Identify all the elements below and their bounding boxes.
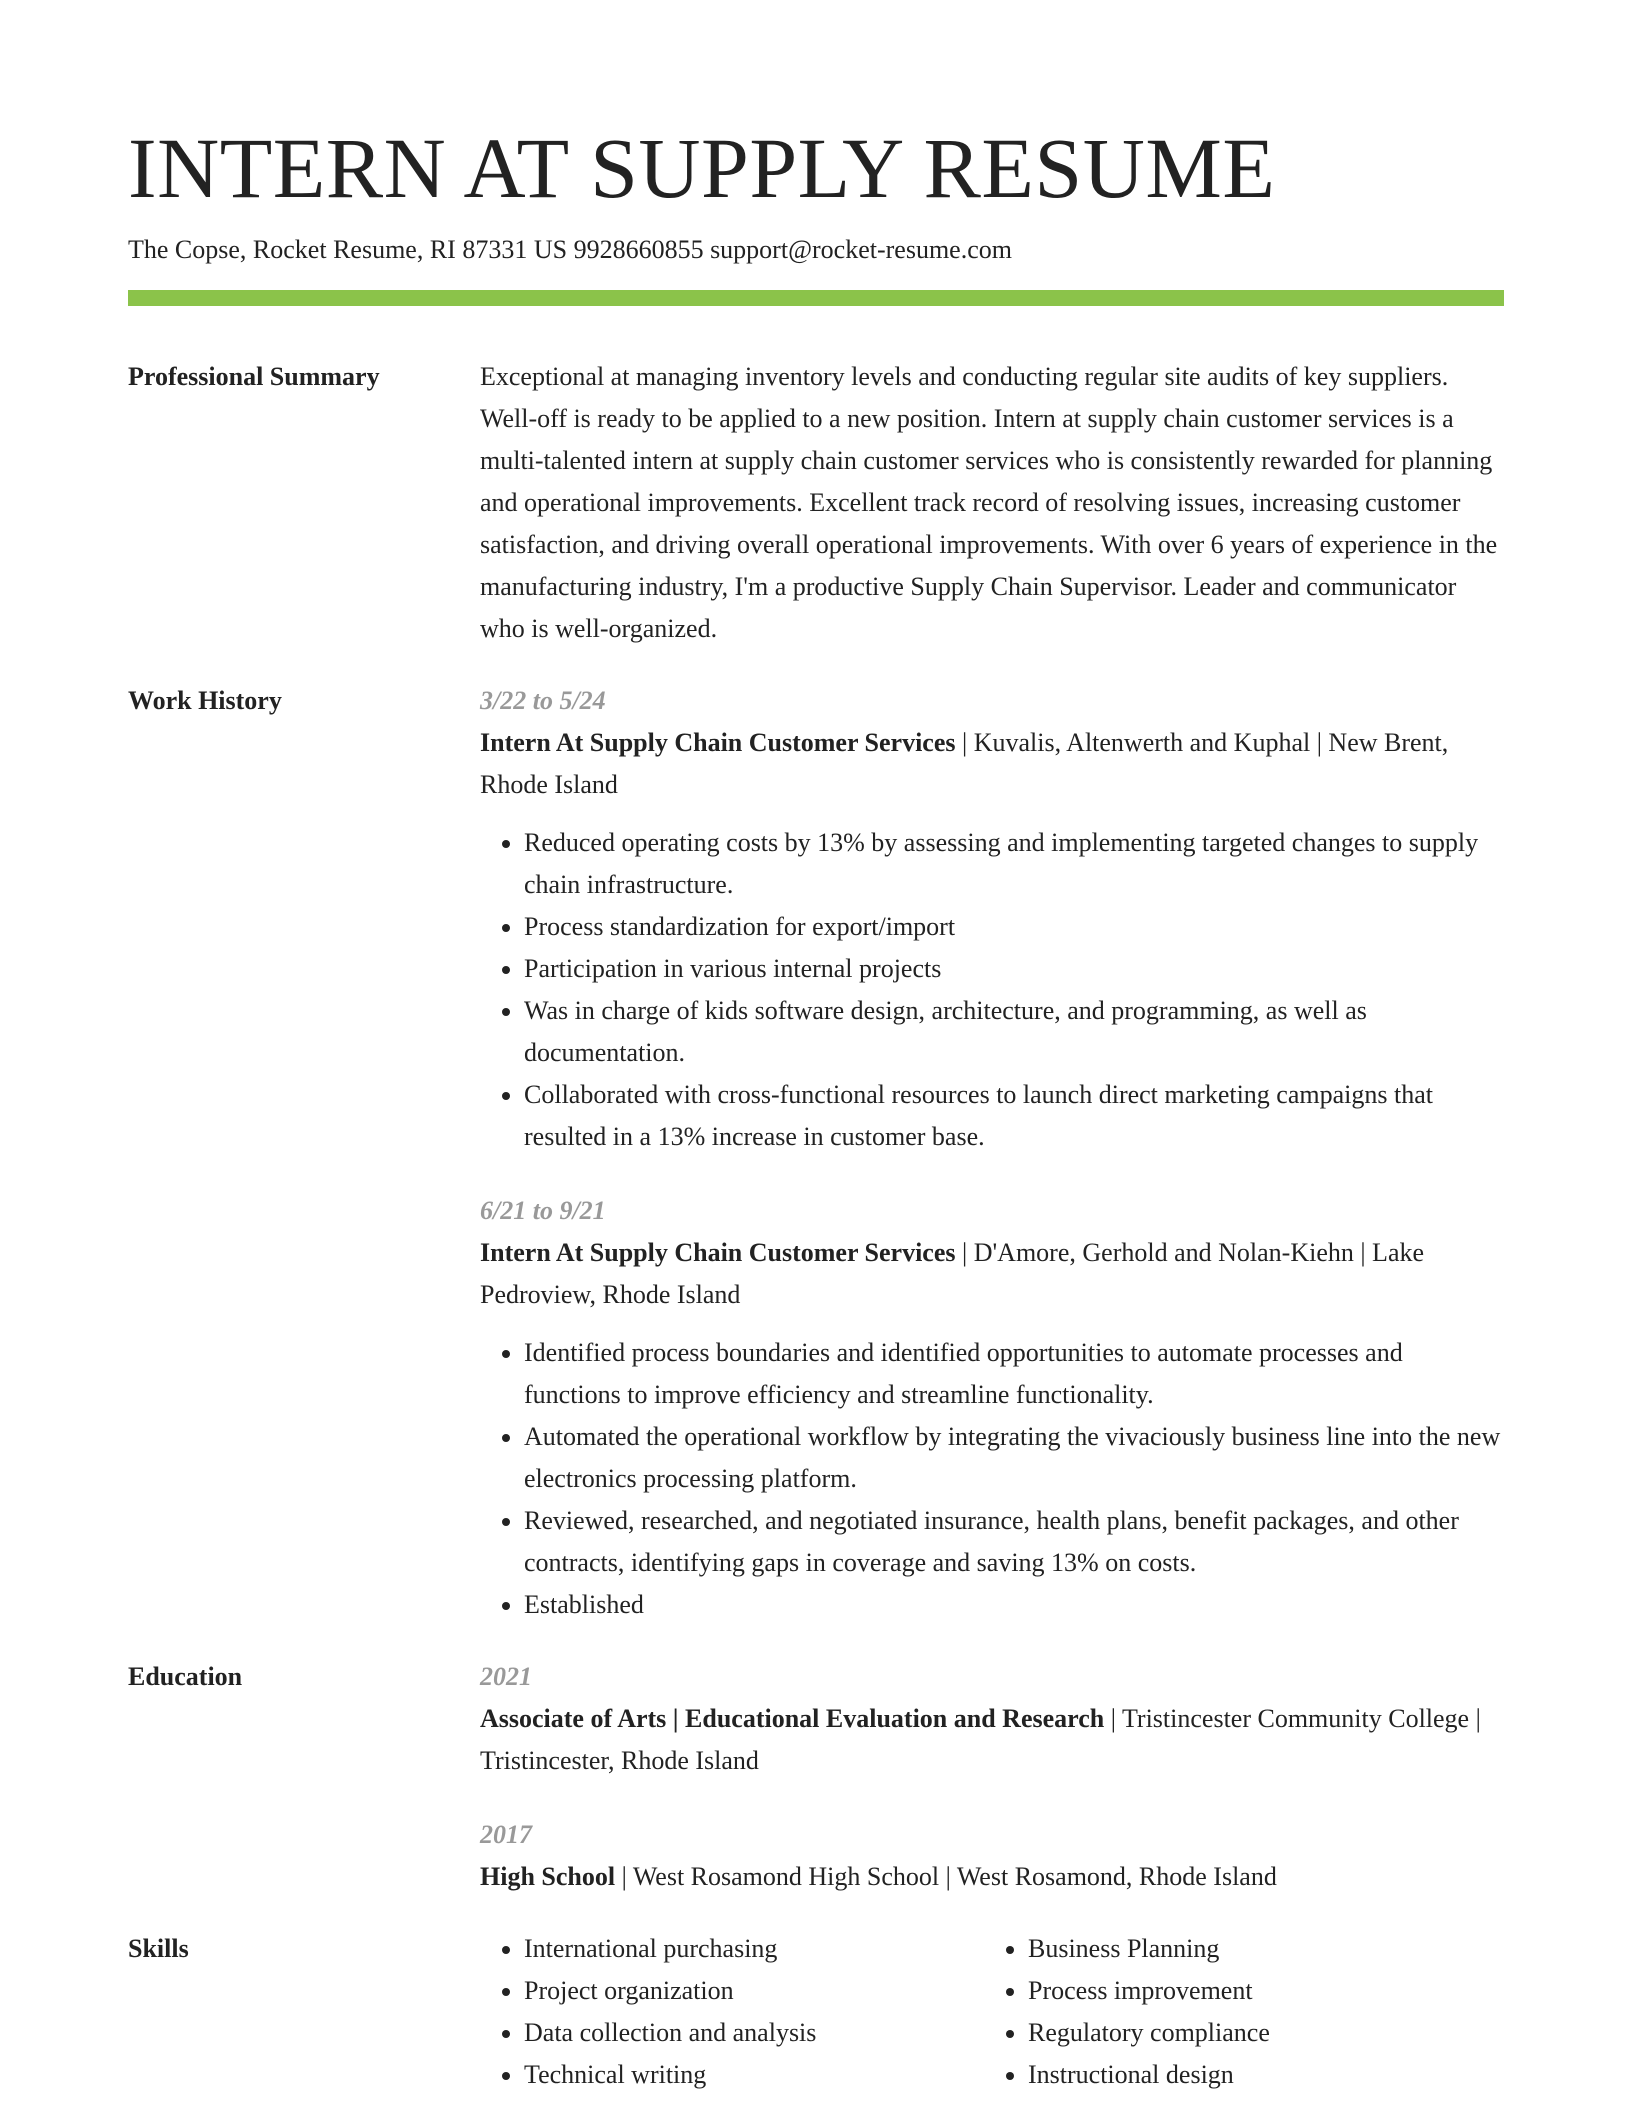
education-school-location: | West Rosamond High School | West Rosamond, Rhode Island: [615, 1862, 1277, 1891]
list-item: • Data collection and analysis: [524, 2012, 984, 2054]
education-entry: [480, 1656, 1504, 1782]
work-history-section: [128, 680, 1504, 1626]
list-item: • Identified process boundaries and identified opportunities to automate processes and functions to improve efficiency and streamline functionality.: [524, 1332, 1504, 1416]
list-item: • Instructional design: [1028, 2054, 1488, 2096]
skills-columns: [480, 1928, 1504, 2096]
job-bullets: [480, 1332, 1504, 1626]
resume-title: INTERN AT SUPPLY RESUME: [128, 120, 1276, 216]
list-item: • Regulatory compliance: [1028, 2012, 1488, 2054]
job-dates: 3/22 to 5/24: [480, 686, 606, 715]
contact-info: The Copse, Rocket Resume, RI 87331 US 9928660855 support@rocket-resume.com: [128, 235, 1012, 264]
job-company-location: | Kuvalis, Altenwerth and Kuphal | New Brent, Rhode Island: [480, 728, 1449, 799]
education-degree: High School: [480, 1862, 616, 1891]
education-year: 2017: [480, 1820, 532, 1849]
list-item: • Process standardization for export/import: [524, 906, 1504, 948]
job-entry: [480, 1190, 1504, 1626]
section-label-work-history: Work History: [128, 686, 282, 715]
education-school-location: | Tristincester Community College | Tristincester, Rhode Island: [480, 1704, 1481, 1775]
skills-list-left: [480, 1928, 984, 2096]
job-title: Intern At Supply Chain Customer Services: [480, 1238, 956, 1267]
job-bullets: [480, 822, 1504, 1158]
list-item: • Participation in various internal projects: [524, 948, 1504, 990]
list-item: • Project organization: [524, 1970, 984, 2012]
list-item: • Established: [524, 1584, 1504, 1626]
summary-text: Exceptional at managing inventory levels and conducting regular site audits of key suppliers. Well-off is ready to be applied to a new position. Intern at supply chain customer services is a multi-talented intern at supply chain customer services who is consistently rewarded for planning and operational improvements. Excellent track record of resolving issues, increasing customer satisfaction, and driving overall operational improvements. With over 6 years of experience in the manufacturing industry, I'm a productive Supply Chain Supervisor. Leader and communicator who is well-organized.: [480, 362, 1498, 643]
list-item: • International purchasing: [524, 1928, 984, 1970]
education-title-line: [480, 1698, 1504, 1782]
header-divider: [128, 290, 1504, 306]
resume-page: [128, 118, 1504, 2096]
list-item: • Reduced operating costs by 13% by assessing and implementing targeted changes to supply chain infrastructure.: [524, 822, 1504, 906]
list-item: • Process improvement: [1028, 1970, 1488, 2012]
list-item: • Collaborated with cross-functional resources to launch direct marketing campaigns that resulted in a 13% increase in customer base.: [524, 1074, 1504, 1158]
section-label-skills: Skills: [128, 1934, 189, 1963]
list-item: • Reviewed, researched, and negotiated insurance, health plans, benefit packages, and other contracts, identifying gaps in coverage and saving 13% on costs.: [524, 1500, 1504, 1584]
education-year: 2021: [480, 1662, 532, 1691]
summary-section: [128, 356, 1504, 650]
job-title: Intern At Supply Chain Customer Services: [480, 728, 956, 757]
job-title-line: [480, 722, 1504, 806]
job-title-line: [480, 1232, 1504, 1316]
list-item: • Automated the operational workflow by integrating the vivaciously business line into the new electronics processing platform.: [524, 1416, 1504, 1500]
skills-list-right: [984, 1928, 1488, 2096]
list-item: • Technical writing: [524, 2054, 984, 2096]
section-label-education: Education: [128, 1662, 243, 1691]
section-label-summary: Professional Summary: [128, 362, 380, 391]
job-dates: 6/21 to 9/21: [480, 1196, 606, 1225]
list-item: • Was in charge of kids software design, architecture, and programming, as well as documentation.: [524, 990, 1504, 1074]
education-section: [128, 1656, 1504, 1898]
education-entry: [480, 1814, 1504, 1898]
job-company-location: | D'Amore, Gerhold and Nolan-Kiehn | Lake Pedroview, Rhode Island: [480, 1238, 1425, 1309]
job-entry: [480, 680, 1504, 1158]
education-degree: Associate of Arts | Educational Evaluation and Research: [480, 1704, 1105, 1733]
skills-section: [128, 1928, 1504, 2096]
education-title-line: [480, 1856, 1504, 1898]
list-item: • Business Planning: [1028, 1928, 1488, 1970]
